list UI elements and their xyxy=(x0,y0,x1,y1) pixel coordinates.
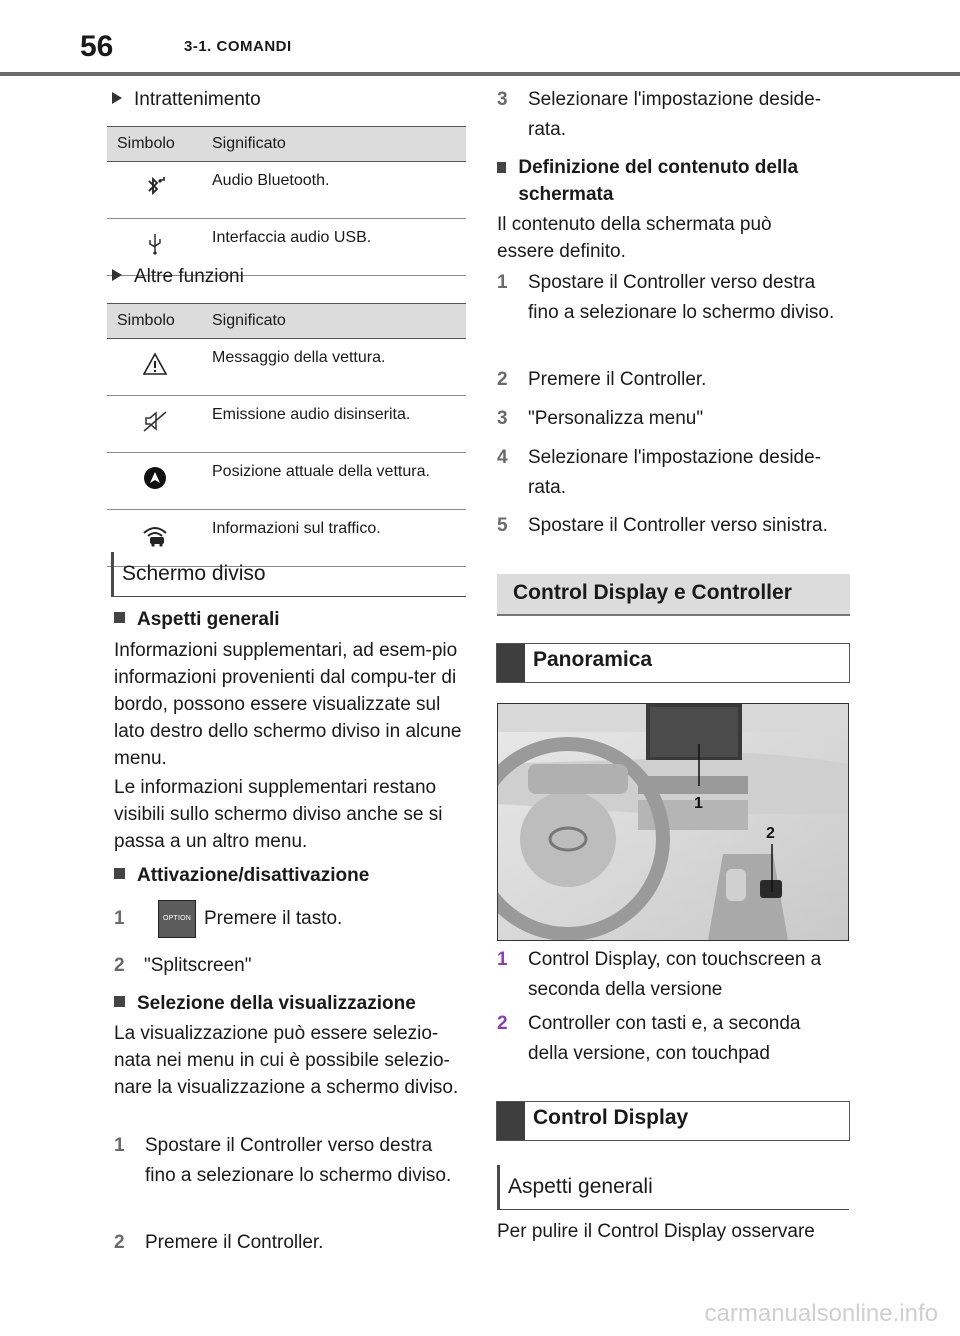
col-symbol-header: Simbolo xyxy=(107,304,202,339)
option-button-icon: OPTION xyxy=(158,900,196,938)
table-row xyxy=(107,453,466,510)
callout-1: 1 xyxy=(694,795,703,812)
definition-heading: Definizione del contenuto della schermata xyxy=(497,154,842,208)
closing-text: Per pulire il Control Display osservare xyxy=(497,1221,815,1242)
meaning-cell: Emissione audio disinserita. xyxy=(202,396,466,453)
definition-step-3: 3 "Personalizza menu" xyxy=(497,408,704,429)
activation-heading: Attivazione/disattivazione xyxy=(114,862,369,889)
mute-icon xyxy=(142,409,168,433)
definition-paragraph: Il contenuto della schermata può essere definito. xyxy=(497,214,772,262)
other-functions-heading: Altre funzioni xyxy=(112,263,244,290)
section-title: 3-1. COMANDI xyxy=(184,38,292,55)
table-row xyxy=(107,339,466,396)
page-number: 56 xyxy=(80,30,114,63)
entertainment-symbol-table xyxy=(107,126,466,276)
col-symbol-header: Simbolo xyxy=(107,127,202,162)
bluetooth-audio-icon xyxy=(142,174,168,200)
meaning-cell: Messaggio della vettura. xyxy=(202,339,466,396)
general-heading: Aspetti generali xyxy=(114,606,280,633)
general-paragraph-2: Le informazioni supplementari restano visibili sullo schermo diviso anche se si passa a un altro menu. xyxy=(114,777,443,852)
right-step-3: 3 Selezionare l'impostazione deside-rata. xyxy=(497,89,822,140)
usb-icon xyxy=(145,232,165,256)
table-row xyxy=(107,396,466,453)
warning-triangle-icon xyxy=(142,352,168,376)
legend-item-2: 2 Controller con tasti e, a seconda della versione, con touchpad xyxy=(497,1013,801,1064)
definition-step-2: 2 Premere il Controller. xyxy=(497,369,707,390)
definition-step-1: 1 Spostare il Controller verso destra fino a selezionare lo schermo diviso. xyxy=(497,272,835,323)
header-rule xyxy=(0,72,960,76)
definition-step-5: 5 Spostare il Controller verso sinistra. xyxy=(497,515,828,536)
arrow-bullet-icon xyxy=(112,269,122,281)
dashboard-figure xyxy=(497,703,849,941)
selection-step-1: 1 Spostare il Controller verso destra fino a selezionare lo schermo diviso. xyxy=(114,1135,452,1186)
selection-step-2: 2 Premere il Controller. xyxy=(114,1232,324,1253)
activation-step-2: 2 "Splitscreen" xyxy=(114,955,252,976)
definition-step-4: 4 Selezionare l'impostazione deside-rata. xyxy=(497,447,822,498)
square-bullet-icon xyxy=(114,868,125,879)
control-display-box: Control Display xyxy=(496,1101,850,1141)
col-meaning-header: Significato xyxy=(202,304,466,339)
location-arrow-icon xyxy=(143,466,167,490)
other-symbol-table xyxy=(107,303,466,567)
selection-heading: Selezione della visualizzazione xyxy=(114,990,416,1017)
square-bullet-icon xyxy=(114,612,125,623)
arrow-bullet-icon xyxy=(112,92,122,104)
square-bullet-icon xyxy=(497,162,506,173)
callout-2: 2 xyxy=(766,825,775,842)
general-paragraph-1: Informazioni supplementari, ad esem-pio informazioni provenienti dal compu-ter di bordo, possono essere visualizzate sul lato destro dello schermo diviso in alcune menu. xyxy=(114,640,462,769)
car-interior-illustration xyxy=(498,704,848,940)
table-row xyxy=(107,162,466,219)
activation-step-1: 1 OPTION Premere il tasto. xyxy=(114,900,342,938)
legend-item-1: 1 Control Display, con touchscreen a seconda della versione xyxy=(497,949,822,1000)
overview-box: Panoramica xyxy=(496,643,850,683)
traffic-icon xyxy=(141,523,169,547)
meaning-cell: Audio Bluetooth. xyxy=(202,162,466,219)
square-bullet-icon xyxy=(114,996,125,1007)
meaning-cell: Informazioni sul traffico. xyxy=(202,510,466,567)
split-screen-title: Schermo diviso xyxy=(111,552,466,597)
meaning-cell: Posizione attuale della vettura. xyxy=(202,453,466,510)
general-aspects-title: Aspetti generali xyxy=(497,1165,849,1210)
watermark: carmanualsonline.info xyxy=(704,1300,938,1327)
selection-paragraph: La visualizzazione può essere selezio-nata nei menu in cui è possibile selezio-nare la visualizzazione a schermo diviso. xyxy=(114,1023,459,1098)
meaning-cell: Interfaccia audio USB. xyxy=(202,219,466,276)
entertainment-heading: Intrattenimento xyxy=(112,86,261,113)
control-display-bar: Control Display e Controller xyxy=(497,574,850,616)
col-meaning-header: Significato xyxy=(202,127,466,162)
